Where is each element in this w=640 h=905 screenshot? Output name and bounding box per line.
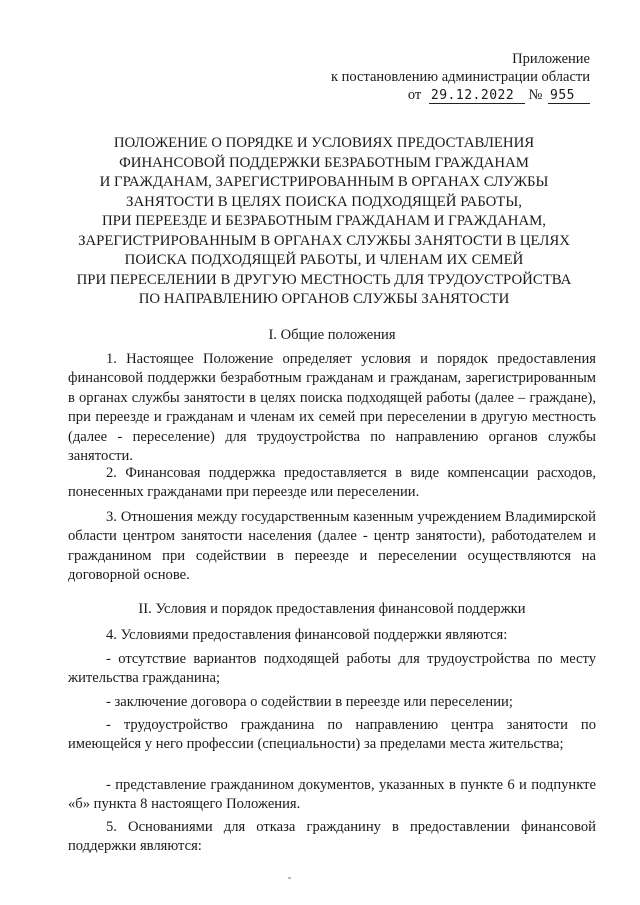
paragraph-3-block xyxy=(68,508,596,586)
appendix-header xyxy=(331,50,590,104)
number-prefix: № xyxy=(528,87,543,103)
condition-item: - трудоустройство гражданина по направлению центра занятости по имеющейся у него профессии (специальности) за пределами места жительства; xyxy=(68,717,596,753)
section-heading: I. Общие положения xyxy=(268,327,396,343)
title-line: ПОЛОЖЕНИЕ О ПОРЯДКЕ И УСЛОВИЯХ ПРЕДОСТАВЛЕНИЯ xyxy=(113,135,535,151)
section-1-heading-block xyxy=(68,326,596,345)
paragraph-2-block xyxy=(68,464,596,503)
title-line: ПРИ ПЕРЕСЕЛЕНИИ В ДРУГУЮ МЕСТНОСТЬ ДЛЯ ТРУДОУСТРОЙСТВА xyxy=(76,271,572,288)
bullet-3-block xyxy=(68,716,596,755)
paragraph-5: 5. Основаниями для отказа гражданину в предоставлении финансовой поддержки являются: xyxy=(68,819,596,855)
title-line: ПО НАПРАВЛЕНИЮ ОРГАНОВ СЛУЖБЫ ЗАНЯТОСТИ xyxy=(138,291,510,307)
paragraph-2: 2. Финансовая поддержка предоставляется в виде компенсации расходов, понесенных гражданами при переезде или переселении. xyxy=(68,465,596,501)
resolution-number: 955 xyxy=(548,88,590,104)
section-heading: II. Условия и порядок предоставления финансовой поддержки xyxy=(138,601,526,617)
bullet-1-block xyxy=(68,650,596,689)
resolution-date: 29.12.2022 xyxy=(429,88,525,104)
bullet-2-block xyxy=(68,693,596,712)
appendix-resolution-ref: к постановлению администрации области xyxy=(330,69,590,85)
document-title xyxy=(60,134,588,310)
scan-speck xyxy=(288,877,291,879)
title-line: ПОИСКА ПОДХОДЯЩЕЙ РАБОТЫ, И ЧЛЕНАМ ИХ СЕМЕЙ xyxy=(124,252,524,268)
appendix-label: Приложение xyxy=(512,51,590,67)
title-line: И ГРАЖДАНАМ, ЗАРЕГИСТРИРОВАННЫМ В ОРГАНАХ СЛУЖБЫ xyxy=(99,174,549,190)
title-line: ЗАРЕГИСТРИРОВАННЫМ В ОРГАНАХ СЛУЖБЫ ЗАНЯТОСТИ В ЦЕЛЯХ xyxy=(78,232,570,249)
paragraph-4-block xyxy=(68,626,596,645)
condition-item: - заключение договора о содействии в переезде или переселении; xyxy=(106,694,513,710)
appendix-date-line xyxy=(331,86,590,104)
paragraph-1: 1. Настоящее Положение определяет условия и порядок предоставления финансовой поддержки безработным гражданам и гражданам, зарегистрированным в органах службы занятости в целях поиска подходящей работы (далее – граждане), при переезде и гражданам и членам их семей при переселении в другую местность (далее - переселение) для трудоустройства по направлению органов службы занятости. xyxy=(68,351,596,465)
section-2-heading-block xyxy=(68,600,596,619)
paragraph-1-block xyxy=(68,350,596,466)
title-line: ПРИ ПЕРЕЕЗДЕ И БЕЗРАБОТНЫМ ГРАЖДАНАМ И ГРАЖДАНАМ, xyxy=(101,213,547,229)
bullet-4-block xyxy=(68,776,596,815)
title-line: ЗАНЯТОСТИ В ЦЕЛЯХ ПОИСКА ПОДХОДЯЩЕЙ РАБОТЫ, xyxy=(126,193,522,210)
condition-item: - представление гражданином документов, указанных в пункте 6 и подпункте «б» пункта 8 настоящего Положения. xyxy=(68,777,596,813)
paragraph-3: 3. Отношения между государственным казенным учреждением Владимирской области центром занятости населения (далее - центр занятости), работодателем и гражданином при содействии в переезде и переселении осуществляются на договорной основе. xyxy=(68,509,596,584)
title-line: ФИНАНСОВОЙ ПОДДЕРЖКИ БЕЗРАБОТНЫМ ГРАЖДАНАМ xyxy=(119,154,529,171)
condition-item: - отсутствие вариантов подходящей работы для трудоустройства по месту жительства гражданина; xyxy=(68,651,596,687)
paragraph-5-block xyxy=(68,818,596,857)
paragraph-4: 4. Условиями предоставления финансовой поддержки являются: xyxy=(106,627,508,643)
date-prefix: от xyxy=(407,87,422,103)
